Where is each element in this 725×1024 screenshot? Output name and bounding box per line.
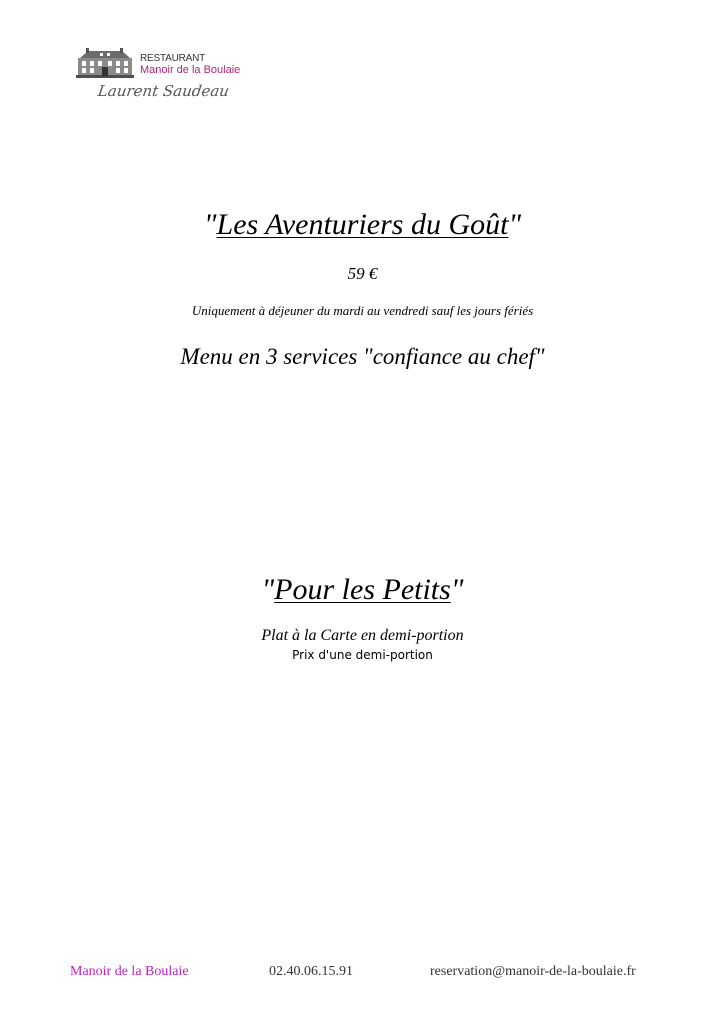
- footer-email: reservation@manoir-de-la-boulaie.fr: [430, 964, 636, 979]
- chef-signature: Laurent Saudeau: [96, 82, 231, 100]
- title-text: Pour les Petits: [274, 573, 451, 606]
- title-text: Les Aventuriers du Goût: [216, 208, 509, 241]
- page-footer: [0, 963, 725, 981]
- footer-restaurant-name: Manoir de la Boulaie: [70, 964, 189, 979]
- kids-menu-description: Plat à la Carte en demi-portion: [261, 627, 464, 644]
- restaurant-logo: [74, 46, 254, 108]
- menu-price: 59 €: [347, 264, 378, 283]
- title-close-quote: ": [450, 573, 464, 606]
- menu-title-petits: [0, 570, 725, 610]
- logo-restaurant-label: RESTAURANT: [140, 53, 206, 64]
- menu-title-aventuriers: [0, 205, 725, 245]
- logo-restaurant-name: Manoir de la Boulaie: [140, 64, 241, 76]
- footer-phone: 02.40.06.15.91: [269, 964, 353, 979]
- title-open-quote: ": [261, 573, 275, 606]
- menu-services-description: Menu en 3 services "confiance au chef": [180, 344, 545, 369]
- title-close-quote: ": [508, 208, 522, 241]
- kids-menu-price-note: Prix d'une demi-portion: [292, 648, 433, 662]
- menu-availability-note: Uniquement à déjeuner du mardi au vendredi sauf les jours fériés: [191, 303, 534, 318]
- title-open-quote: ": [203, 208, 217, 241]
- manor-house-icon: [74, 48, 136, 78]
